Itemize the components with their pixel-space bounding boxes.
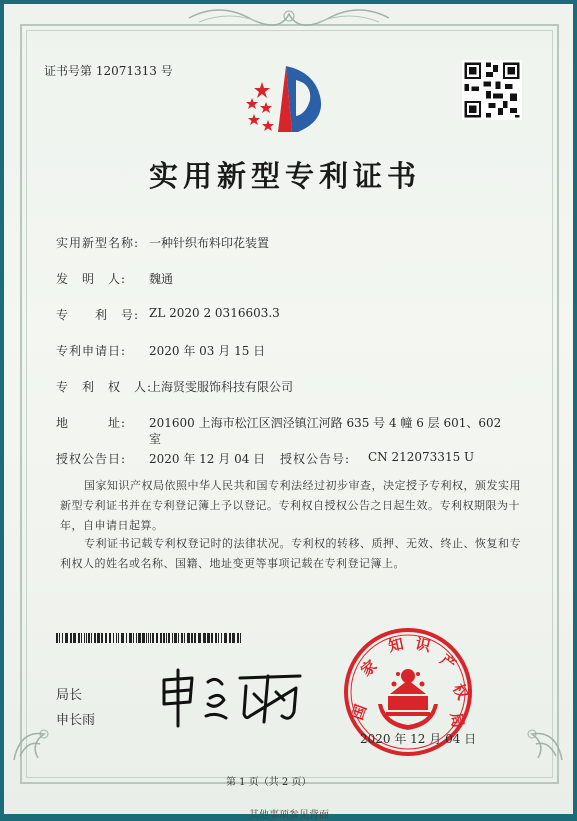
certificate-title: 实用新型专利证书 [149, 159, 422, 193]
legal-status-paragraph: 专利证书记载专利权登记时的法律状况。专利权的转移、质押、无效、终止、恢复和专利权人的姓名或名称、国籍、地址变更等事项记载在专利登记簿上。 [60, 537, 521, 570]
grant-date-label: 授权公告日: [56, 452, 127, 466]
patent-number-value: ZL 2020 2 0316603.3 [149, 306, 280, 320]
inventor-label: 发 明 人: [56, 272, 127, 286]
invention-name-label: 实用新型名称: [56, 236, 140, 250]
grant-number-label: 授权公告号: [280, 452, 351, 466]
qr-code-icon [462, 60, 522, 120]
svg-text:家: 家 [357, 656, 381, 680]
grant-statement-paragraph: 国家知识产权局依照中华人民共和国专利法经过初步审查，决定授予专利权，颁发实用新型专利证书并在专利登记簿上予以登记。专利权自授权公告之日起生效。专利权期限为十年，自申请日起算。 [60, 479, 521, 532]
barcode [56, 633, 244, 643]
certificate-number [44, 62, 173, 79]
certificate-number-label: 证书号第 [44, 64, 93, 78]
handwritten-signature [150, 664, 310, 730]
certificate-number-value: 12071313 [95, 64, 157, 78]
patent-number-label: 专 利 号: [56, 308, 140, 322]
inventor-value: 魏通 [149, 272, 174, 286]
invention-name-value: 一种针织布料印花装置 [149, 236, 270, 250]
certificate-sheet [4, 4, 573, 821]
grant-number-value: CN 212073315 U [368, 450, 475, 464]
svg-text:国: 国 [348, 702, 371, 723]
patentee-label: 专 利 权 人: [56, 380, 153, 394]
certificate-number-suffix: 号 [160, 64, 173, 78]
page-number: 第 1 页（共 2 页） [226, 777, 312, 788]
filing-date-value: 2020 年 03 月 15 日 [149, 344, 266, 358]
svg-text:识: 识 [413, 634, 433, 656]
address-line-2: 室 [149, 432, 162, 446]
patentee-value: 上海贤雯服饰科技有限公司 [149, 380, 294, 394]
svg-text:局: 局 [446, 711, 468, 730]
address-line-1: 201600 上海市松江区泗泾镇江河路 635 号 4 幢 6 层 601、602 [149, 416, 502, 430]
corner-ornament-bottom-right [502, 700, 566, 764]
seal-date: 2020 年 12 月 04 日 [360, 732, 477, 746]
filing-date-label: 专利申请日: [56, 344, 127, 358]
svg-text:权: 权 [448, 680, 472, 703]
back-notice: 其他事项参见背面 [249, 810, 329, 821]
director-name: 申长雨 [56, 713, 96, 728]
grant-date-value: 2020 年 12 月 04 日 [149, 452, 266, 466]
svg-text:产: 产 [436, 650, 460, 674]
svg-text:知: 知 [386, 634, 406, 656]
director-title: 局长 [56, 688, 83, 703]
address-label: 地 址: [56, 416, 127, 430]
patent-office-emblem-icon [240, 62, 332, 138]
top-ornament [179, 4, 399, 30]
